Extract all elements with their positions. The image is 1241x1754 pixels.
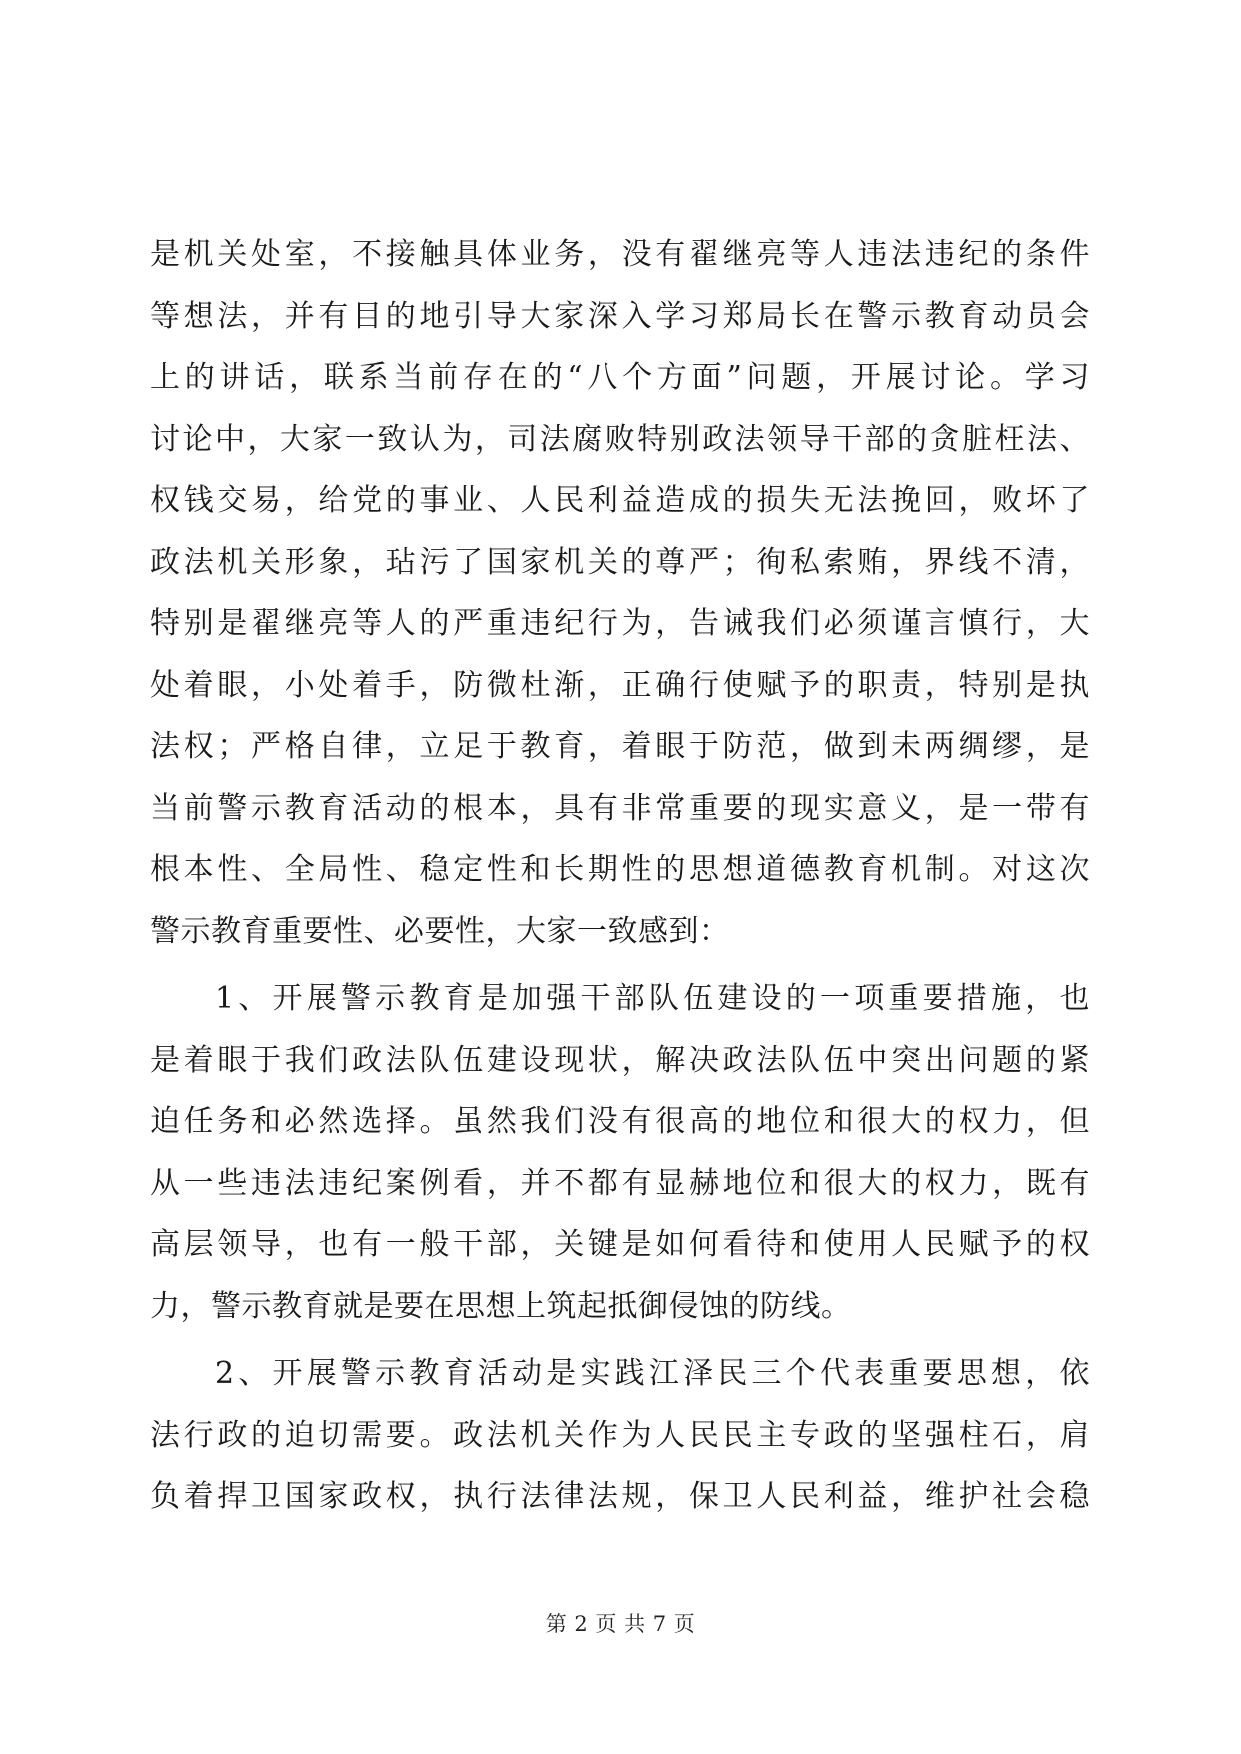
- text-line: 上的讲话，联系当前存在的“八个方面”问题，开展讨论。学习: [150, 360, 1090, 395]
- text-line: 讨论中，大家一致认为，司法腐败特别政法领导干部的贪脏枉法、: [150, 421, 1090, 457]
- text-line: 处着眼，小处着手，防微杜渐，正确行使赋予的职责，特别是执: [150, 667, 1090, 703]
- text-line: 1、开展警示教育是加强干部队伍建设的一项重要措施，也: [215, 981, 1090, 1016]
- text-line: 力，警示教育就是要在思想上筑起抵御侵蚀的防线。: [150, 1288, 852, 1324]
- text-line: 权钱交易，给党的事业、人民利益造成的损失无法挽回，败坏了: [150, 483, 1090, 518]
- text-line: 等想法，并有目的地引导大家深入学习郑局长在警示教育动员会: [150, 298, 1090, 334]
- body-text: [150, 224, 1090, 1528]
- page-footer: 第 2 页 共 7 页: [545, 1612, 696, 1636]
- text-line: 2、开展警示教育活动是实践江泽民三个代表重要思想，依: [215, 1356, 1090, 1391]
- text-line: 从一些违法违纪案例看，并不都有显赫地位和很大的权力，既有: [150, 1165, 1090, 1201]
- text-line: 负着捍卫国家政权，执行法律法规，保卫人民利益，维护社会稳: [150, 1479, 1090, 1514]
- text-line: 当前警示教育活动的根本，具有非常重要的现实意义，是一带有: [150, 790, 1090, 826]
- text-line: 特别是翟继亮等人的严重违纪行为，告诫我们必须谨言慎行，大: [150, 606, 1090, 641]
- text-line: 警示教育重要性、必要性，大家一致感到：: [150, 913, 730, 949]
- text-line: 高层领导，也有一般干部，关键是如何看待和使用人民赋予的权: [150, 1227, 1090, 1262]
- text-line: 是机关处室，不接触具体业务，没有翟继亮等人违法违纪的条件: [150, 237, 1090, 272]
- text-line: 根本性、全局性、稳定性和长期性的思想道德教育机制。对这次: [150, 852, 1090, 887]
- paragraph-1: [150, 224, 1090, 962]
- text-line: 政法机关形象，玷污了国家机关的尊严；徇私索贿，界线不清，: [150, 544, 1090, 580]
- text-line: 迫任务和必然选择。虽然我们没有很高的地位和很大的权力，但: [150, 1104, 1090, 1139]
- text-line: 法行政的迫切需要。政法机关作为人民民主专政的坚强柱石，肩: [150, 1417, 1090, 1453]
- paragraph-3: [150, 1343, 1090, 1528]
- text-line: 法权；严格自律，立足于教育，着眼于防范，做到未两绸缪，是: [150, 729, 1090, 764]
- text-line: 是着眼于我们政法队伍建设现状，解决政法队伍中突出问题的紧: [150, 1042, 1090, 1078]
- paragraph-2: [150, 968, 1090, 1337]
